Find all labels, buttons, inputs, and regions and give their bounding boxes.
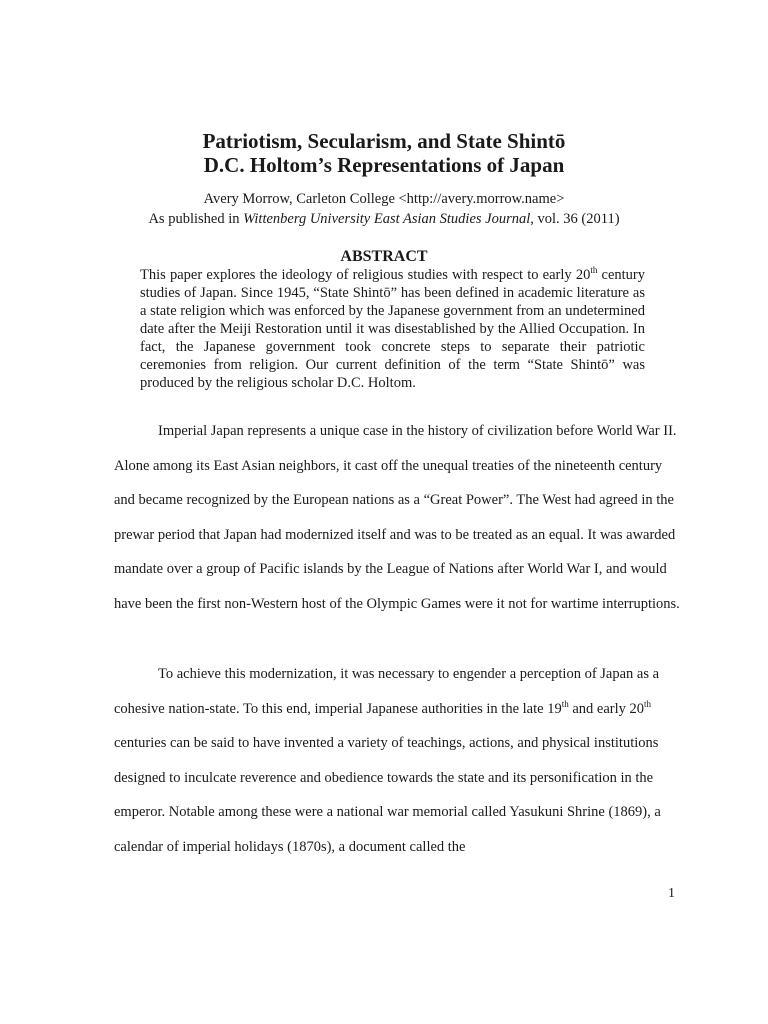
para2-part-2: and early 20 — [568, 700, 644, 717]
para2-superscript-2: th — [644, 698, 652, 709]
body-paragraph-2 — [114, 657, 680, 864]
body-paragraph-1: Imperial Japan represents a unique case in the history of civilization before World War II. Alone among its East Asian neighbors, it cast off the unequal treaties of the nineteenth century and became recognized by the European nations as a “Great Power”. The West had agreed in the prewar period that Japan had modernized itself and was to be treated as an equal. It was awarded mandate over a group of Pacific islands by the League of Nations after World War I, and would have been the first non-Western host of the Olympic Games were it not for wartime interruptions. — [114, 423, 680, 612]
para2-superscript-1: th — [561, 698, 569, 709]
publication-suffix: , vol. 36 (2011) — [530, 211, 620, 227]
para2-part-3: centuries can be said to have invented a variety of teachings, actions, and physical institutions designed to inculcate reverence and obedience towards the state and its personification in the emperor. Notable among these were a national war memorial called Yasukuni Shrine (1869), a calendar of imperial holidays (1870s), a document called the — [114, 735, 661, 855]
paper-title: Patriotism, Secularism, and State Shintō — [202, 129, 566, 153]
paper-subtitle: D.C. Holtom’s Representations of Japan — [203, 153, 565, 177]
abstract-text — [140, 266, 645, 392]
page-number: 1 — [668, 886, 675, 901]
journal-name: Wittenberg University East Asian Studies Journal — [243, 211, 531, 227]
publication-line — [0, 210, 768, 228]
abstract-superscript: th — [590, 265, 598, 276]
author-line: Avery Morrow, Carleton College <http://avery.morrow.name> — [203, 191, 565, 207]
para2-part-1: To achieve this modernization, it was necessary to engender a perception of Japan as a cohesive nation-state. To this end, imperial Japanese authorities in the late 19 — [114, 666, 660, 717]
abstract-text-part-1: This paper explores the ideology of religious studies with respect to early 20 — [140, 267, 591, 283]
abstract-text-part-2: century studies of Japan. Since 1945, “State Shintō” has been defined in academic literature as a state religion which was enforced by the Japanese government from an undetermined date after the Meiji Restoration until it was disestablished by the Allied Occupation. In fact, the Japanese government took concrete steps to separate their patriotic ceremonies from religion. Our current definition of the term “State Shintō” was produced by the religious scholar D.C. Holtom. — [140, 267, 645, 391]
abstract-heading: ABSTRACT — [340, 248, 428, 265]
publication-prefix: As published in — [148, 211, 244, 227]
